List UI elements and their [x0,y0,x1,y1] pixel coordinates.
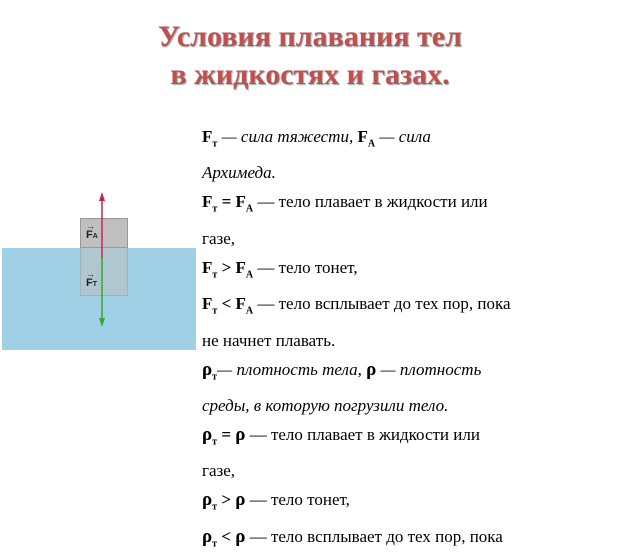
title-line-1: Условия плавания тел [158,20,462,53]
text-line-5: $F_т > F_A$ — тело тонет, [202,257,358,281]
gravity-force-label: → FT [86,269,98,289]
text-line-2: Архимеда. [202,163,276,183]
text-line-8: $\rho_т—$ плотность тела, ρ — плотность [202,358,482,382]
text-line-11: газе, [202,461,236,481]
slide-body [202,122,620,558]
title-line-2: в жидкостях и газах. [170,58,450,91]
force-arrows [0,0,200,480]
buoyancy-diagram [0,0,200,480]
text-line-9: среды, в которую погрузили тело. [202,395,449,415]
text-line-3: $F_т = F_A$ — тело плавает в жидкости или [202,192,488,215]
gravity-arrowhead-icon [99,318,105,327]
text-line-6: $F_т < F_A$ — тело всплывает до тех пор, пока [202,294,511,317]
text-line-13: $\rho_т < \rho$ — тело всплывает до тех пор, пока [202,525,503,550]
archimedes-arrowhead-icon [99,192,105,201]
text-line-10: $\rho_т = \rho$ — тело плавает в жидкости или [202,423,480,448]
text-line-1: $F_т$ — сила тяжести, $F_A$ — сила [202,127,431,150]
archimedes-force-label: → FA [86,221,98,241]
text-line-4: газе, [202,228,236,248]
text-line-12: $\rho_т > \rho$ — тело тонет, [202,489,350,513]
text-line-7: не начнет плавать. [202,330,336,350]
